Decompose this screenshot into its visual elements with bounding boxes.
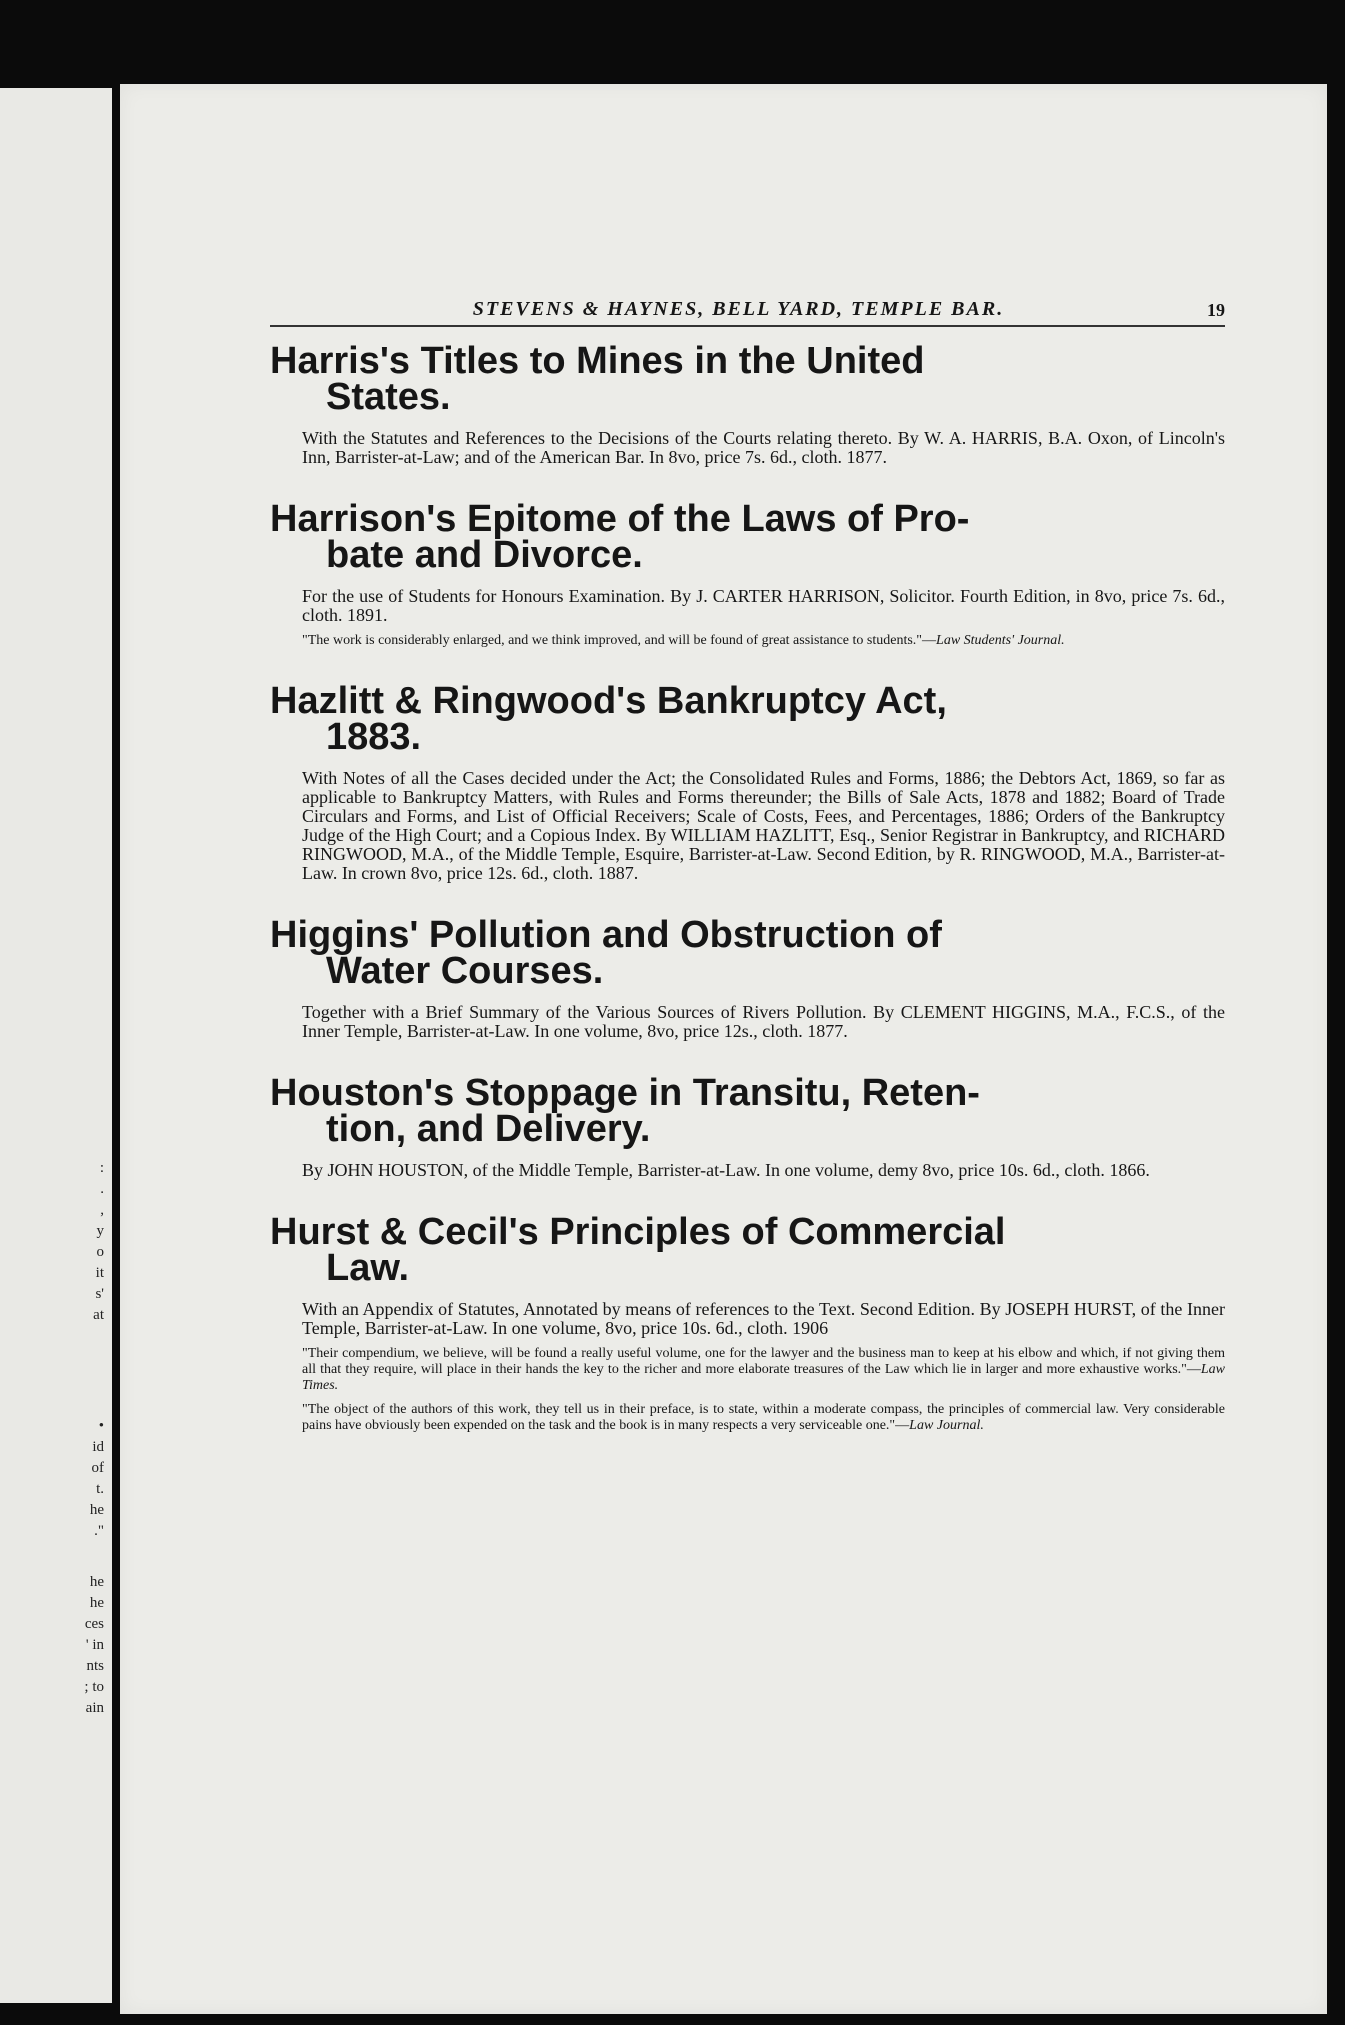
left-fragment: he (89, 1595, 104, 1611)
left-fragment: nts (86, 1658, 104, 1674)
left-fragment: ces (84, 1616, 104, 1632)
entry-description: With Notes of all the Cases decided under the Act; the Consolidated Rules and Forms, 1886; the Debtors Act, 1869, so far as applicable to Bankruptcy Matters, with Rules and Forms thereunder; the Bills of Sale Acts, 1878 and 1882; Board of Trade Circulars and Forms, and List of Official Receivers; Scale of Costs, Fees, and Percentages, 1886; Orders of the Bankruptcy Judge of the High Court; and a Copious Index. By WILLIAM HAZLITT, Esq., Senior Registrar in Bankruptcy, and RICHARD RINGWOOD, M.A., of the Middle Temple, Esquire, Barrister-at-Law. Second Edition, by R. RINGWOOD, M.A., Barrister-at-Law. In crown 8vo, price 12s. 6d., cloth. 1887. (302, 768, 1225, 883)
entry-title-line: Hazlitt & Ringwood's Bankruptcy Act, (270, 680, 947, 722)
catalogue-entry (270, 914, 1225, 1041)
entry-title (270, 498, 1225, 576)
left-fragment: , (100, 1202, 104, 1218)
left-fragment: of (91, 1460, 104, 1476)
catalogue-entry (270, 1211, 1225, 1434)
catalogue-entry (270, 1072, 1225, 1180)
entry-title-line: tion, and Delivery. (326, 1108, 651, 1150)
entry-description: For the use of Students for Honours Examination. By J. CARTER HARRISON, Solicitor. Fourth Edition, in 8vo, price 7s. 6d., cloth. 1891. (302, 586, 1225, 625)
entry-title (270, 914, 1225, 992)
left-fragment: ain (85, 1700, 104, 1716)
left-fragment: he (89, 1502, 104, 1518)
entry-title-line: States. (326, 376, 451, 418)
quote-source: Law Times. (302, 1362, 1225, 1393)
entry-title-line: bate and Divorce. (326, 534, 643, 576)
entry-title (270, 1072, 1225, 1150)
entry-title (270, 340, 1225, 418)
review-quote (270, 1402, 1225, 1434)
catalogue-page (120, 84, 1327, 2014)
entry-description: Together with a Brief Summary of the Various Sources of Rivers Pollution. By CLEMENT HIGGINS, M.A., F.C.S., of the Inner Temple, Barrister-at-Law. In one volume, 8vo, price 12s., cloth. 1877. (302, 1002, 1225, 1041)
entry-description: With an Appendix of Statutes, Annotated by means of references to the Text. Second Edition. By JOSEPH HURST, of the Inner Temple, Barrister-at-Law. In one volume, 8vo, price 10s. 6d., cloth. 1906 (302, 1299, 1225, 1338)
entry-title-line: 1883. (326, 716, 422, 758)
entry-title (270, 680, 1225, 758)
catalogue-entry (270, 498, 1225, 649)
left-fragment: at (93, 1307, 104, 1323)
entry-description: By JOHN HOUSTON, of the Middle Temple, Barrister-at-Law. In one volume, demy 8vo, price 10s. 6d., cloth. 1866. (302, 1160, 1150, 1180)
left-fragment: • (98, 1418, 104, 1434)
left-fragment: t. (96, 1481, 104, 1497)
left-fragment: o (96, 1244, 104, 1260)
entry-title-line: Higgins' Pollution and Obstruction of (270, 914, 942, 956)
page-number: 19 (1207, 300, 1225, 320)
catalogue-entry (270, 340, 1225, 467)
adjacent-page-text (84, 1158, 104, 1719)
entry-title-line: Water Courses. (326, 950, 604, 992)
quote-text: "Their compendium, we believe, will be found a really useful volume, one for the lawyer and the business man to keep at his elbow and which, if not giving them all that they require, will place in their hands the key to the richer and more elaborate treasures of the Law which lie in larger and more exhaustive works."— (302, 1346, 1225, 1377)
page-content (270, 298, 1225, 1468)
entry-title (270, 1211, 1225, 1289)
entry-title-line: Law. (326, 1247, 410, 1289)
left-fragment: he (89, 1574, 104, 1590)
left-fragment: ; to (84, 1679, 104, 1695)
entry-title-line: Harris's Titles to Mines in the United (270, 340, 925, 382)
entry-title-line: Hurst & Cecil's Principles of Commercial (270, 1211, 1006, 1253)
quote-text: "The work is considerably enlarged, and we think improved, and will be found of great assistance to students."— (302, 633, 937, 648)
left-fragment: s' (95, 1286, 104, 1302)
adjacent-page (0, 88, 112, 2003)
running-head-text: STEVENS & HAYNES, BELL YARD, TEMPLE BAR. (472, 298, 1005, 320)
catalogue-entry (270, 680, 1225, 883)
review-quote (270, 1346, 1225, 1394)
review-quote (270, 633, 1225, 649)
left-fragment: it (95, 1265, 104, 1281)
quote-source: Law Journal. (909, 1418, 984, 1433)
entry-description: With the Statutes and References to the Decisions of the Courts relating thereto. By W. A. HARRIS, B.A. Oxon, of Lincoln's Inn, Barrister-at-Law; and of the American Bar. In 8vo, price 7s. 6d., cloth. 1877. (302, 428, 1225, 467)
left-fragment: . (100, 1181, 104, 1197)
left-fragment: y (96, 1223, 104, 1239)
left-fragment: : (99, 1160, 104, 1176)
running-head (270, 298, 1225, 327)
quote-text: "The object of the authors of this work, they tell us in their preface, is to state, within a moderate compass, the principles of commercial law. Very considerable pains have obviously been expended on the task and the book is in many respects a very serviceable one."— (302, 1402, 1225, 1433)
left-fragment: ." (94, 1523, 104, 1539)
quote-source: Law Students' Journal. (936, 633, 1065, 648)
left-fragment: id (92, 1439, 104, 1455)
left-fragment: ' in (85, 1637, 104, 1653)
entry-title-line: Houston's Stoppage in Transitu, Reten- (270, 1072, 980, 1114)
entry-title-line: Harrison's Epitome of the Laws of Pro- (270, 498, 970, 540)
